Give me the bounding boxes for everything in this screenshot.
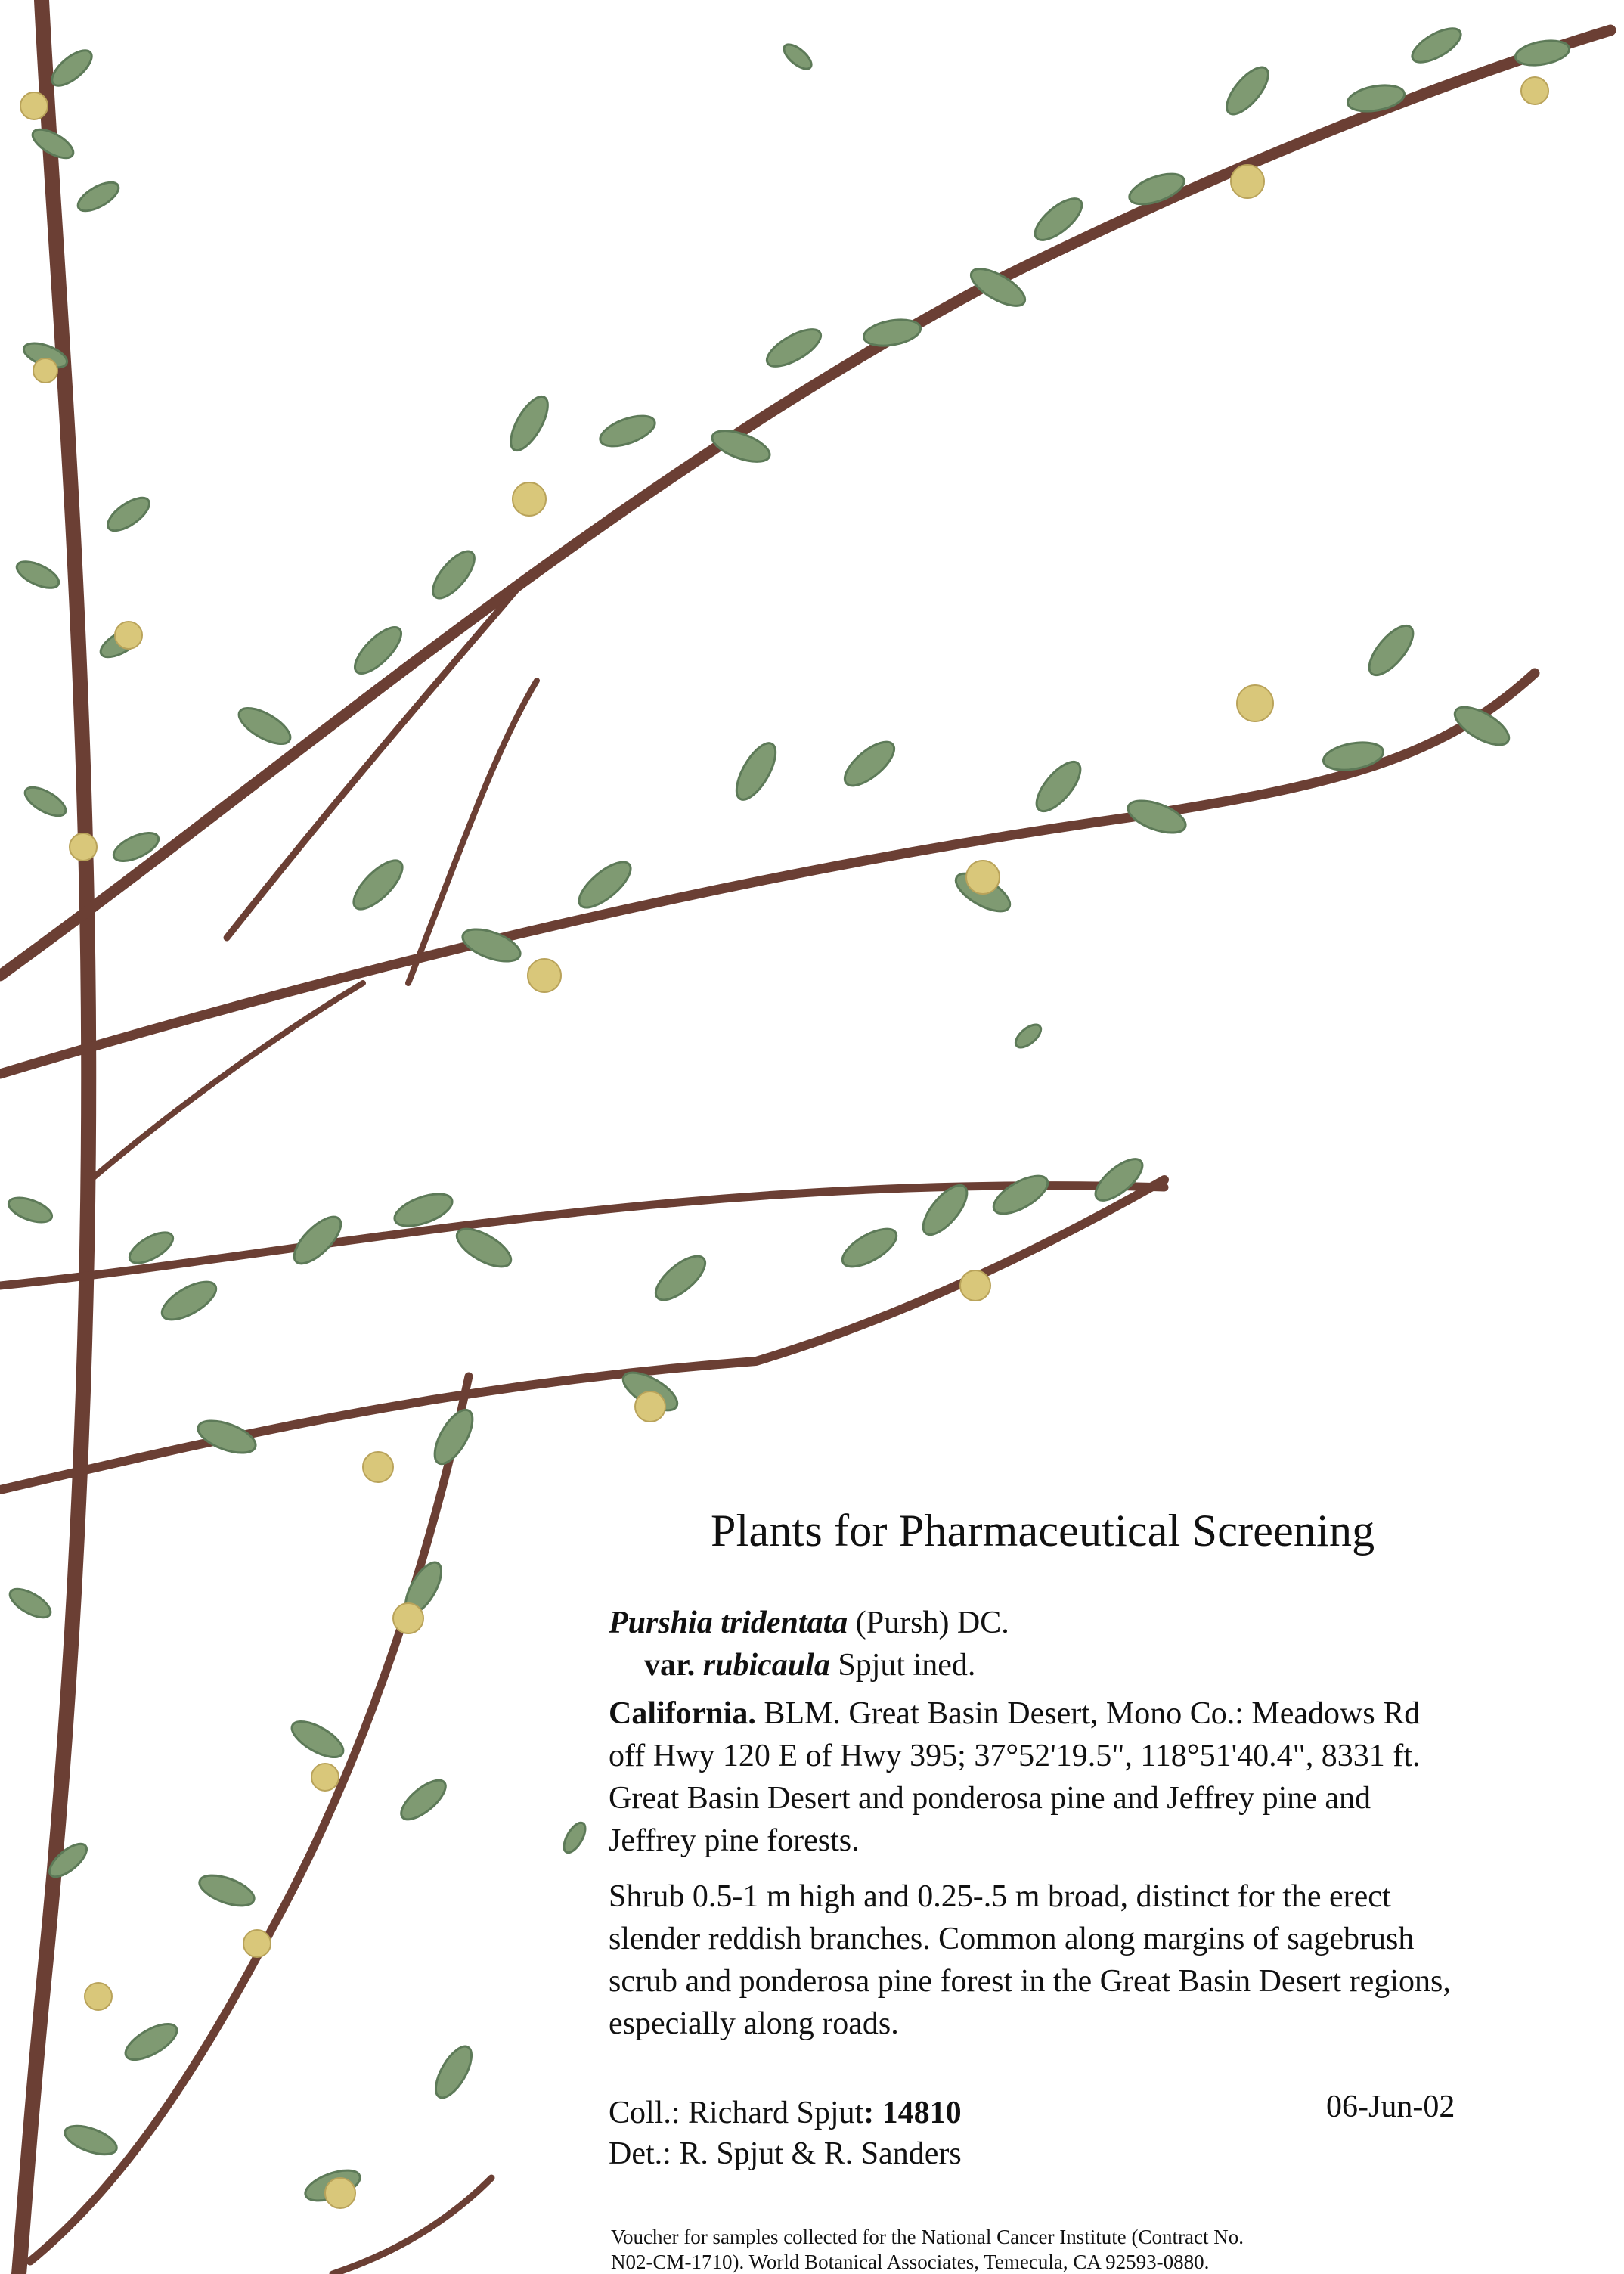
collector-number: : 14810 bbox=[863, 2096, 962, 2130]
variety-line bbox=[644, 1644, 975, 1686]
collection-date: 06-Jun-02 bbox=[1326, 2089, 1455, 2124]
voucher-line-2: N02-CM-1710). World Botanical Associates, Temecula, CA 92593-0880. bbox=[611, 2251, 1210, 2273]
description-line-4: especially along roads. bbox=[609, 2006, 899, 2041]
species-name: Purshia tridentata bbox=[609, 1605, 848, 1640]
species-line bbox=[609, 1602, 1009, 1644]
locality-line-3: Great Basin Desert and ponderosa pine and Jeffrey pine and bbox=[609, 1781, 1371, 1816]
label-title: Plants for Pharmaceutical Screening bbox=[711, 1506, 1375, 1556]
collector-line bbox=[609, 2092, 962, 2134]
description-line-1: Shrub 0.5-1 m high and 0.25-.5 m broad, distinct for the erect bbox=[609, 1879, 1391, 1914]
locality-line-2: off Hwy 120 E of Hwy 395; 37°52'19.5", 118°51'40.4", 8331 ft. bbox=[609, 1739, 1421, 1773]
voucher-line-1: Voucher for samples collected for the National Cancer Institute (Contract No. bbox=[611, 2226, 1244, 2248]
determiner-line: Det.: R. Spjut & R. Sanders bbox=[609, 2136, 962, 2171]
variety-authority: Spjut ined. bbox=[838, 1648, 976, 1683]
description-line-3: scrub and ponderosa pine forest in the Great Basin Desert regions, bbox=[609, 1964, 1451, 1999]
variety-prefix: var. bbox=[644, 1648, 696, 1683]
locality-state: California. bbox=[609, 1696, 756, 1731]
variety-name: rubicaula bbox=[702, 1648, 830, 1683]
description-line-2: slender reddish branches. Common along margins of sagebrush bbox=[609, 1922, 1415, 1956]
locality-text-1: BLM. Great Basin Desert, Mono Co.: Meadows Rd bbox=[764, 1696, 1421, 1731]
collector-name: Coll.: Richard Spjut bbox=[609, 2096, 864, 2130]
species-authority: (Pursh) DC. bbox=[855, 1605, 1009, 1640]
locality-line-1 bbox=[609, 1692, 1420, 1735]
locality-line-4: Jeffrey pine forests. bbox=[609, 1823, 860, 1858]
